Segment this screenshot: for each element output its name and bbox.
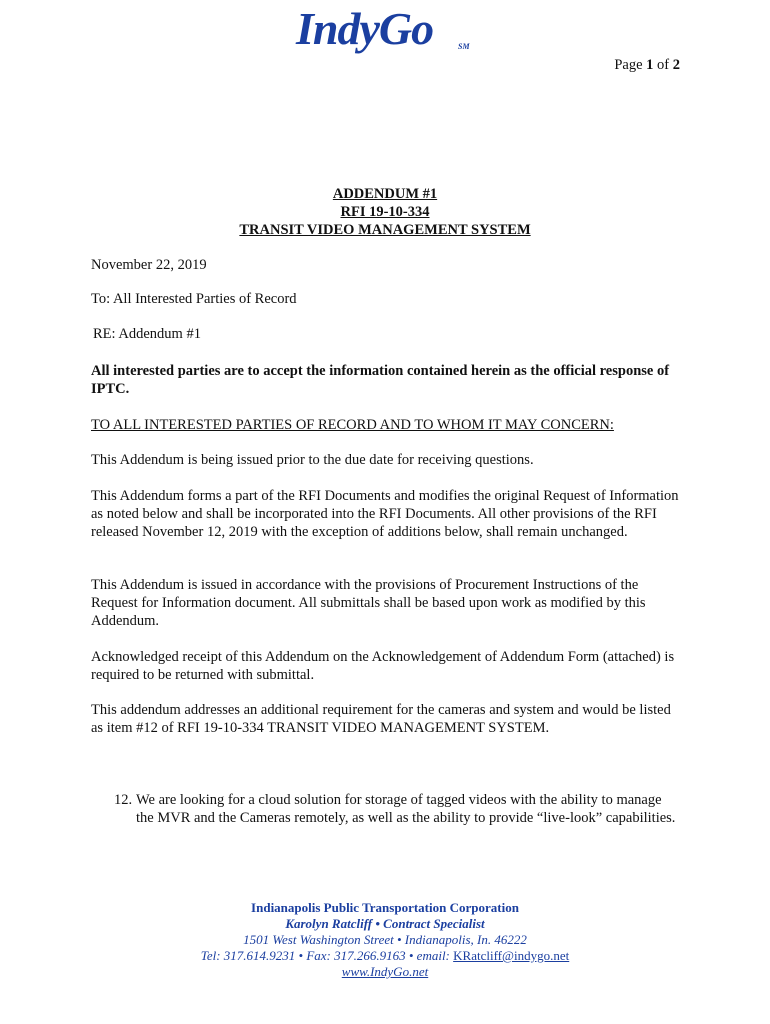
paragraph-procurement: This Addendum is issued in accordance with the provisions of Procurement Instructions of the Request for Information document. All submittals shall be based upon work as modified by this Addendum. [91, 577, 646, 629]
page-current: 1 [646, 57, 654, 73]
heading-title: TRANSIT VIDEO MANAGEMENT SYSTEM [239, 222, 531, 238]
page-number [614, 56, 680, 74]
document-date: November 22, 2019 [91, 257, 207, 273]
to-line: To: All Interested Parties of Record [91, 291, 297, 307]
paragraph-acknowledgement: Acknowledged receipt of this Addendum on the Acknowledgement of Addendum Form (attached) is required to be returned with submittal. [91, 649, 675, 683]
page-total: 2 [672, 57, 680, 73]
footer-organization: Indianapolis Public Transportation Corporation [251, 900, 519, 915]
item-number: 12. [114, 792, 133, 808]
footer-email-link[interactable]: KRatcliff@indygo.net [453, 948, 570, 963]
paragraph-due-date: This Addendum is being issued prior to the due date for receiving questions. [91, 452, 534, 468]
logo-wordmark: IndyGo [296, 3, 434, 54]
page-of: of [653, 57, 673, 73]
paragraph-rfi-documents: This Addendum forms a part of the RFI Documents and modifies the original Request of Information as noted below and shall be incorporated into the RFI Documents. All other provisions of the RFI released November 12, 2019 with the exception of additions below, shall remain unchanged. [91, 488, 679, 540]
document-heading [0, 185, 770, 239]
heading-rfi-number: RFI 19-10-334 [340, 204, 430, 220]
official-response-notice: All interested parties are to accept the information contained herein as the official response of IPTC. [91, 363, 670, 397]
item-text: We are looking for a cloud solution for storage of tagged videos with the ability to manage the MVR and the Cameras remotely, as well as the ability to provide “live-look” capabilities. [136, 792, 676, 826]
footer-address: 1501 West Washington Street • Indianapolis, In. 46222 [243, 932, 527, 947]
paragraph-additional-requirement: This addendum addresses an additional requirement for the cameras and system and would be listed as item #12 of RFI 19-10-334 TRANSIT VIDEO MANAGEMENT SYSTEM. [91, 702, 671, 736]
indygo-logo [296, 4, 486, 60]
logo-service-mark: SM [458, 42, 470, 51]
re-line: RE: Addendum #1 [93, 326, 201, 342]
heading-addendum: ADDENDUM #1 [332, 186, 438, 202]
page-label: Page [614, 57, 647, 73]
footer-phone-fax: Tel: 317.614.9231 • Fax: 317.266.9163 • email: [200, 948, 454, 963]
letterhead-footer [0, 900, 770, 980]
salutation: TO ALL INTERESTED PARTIES OF RECORD AND TO WHOM IT MAY CONCERN: [91, 417, 614, 433]
footer-contact: Karolyn Ratcliff • Contract Specialist [285, 916, 485, 931]
footer-website-link[interactable]: www.IndyGo.net [341, 964, 429, 979]
footer-phone-line [0, 948, 770, 964]
